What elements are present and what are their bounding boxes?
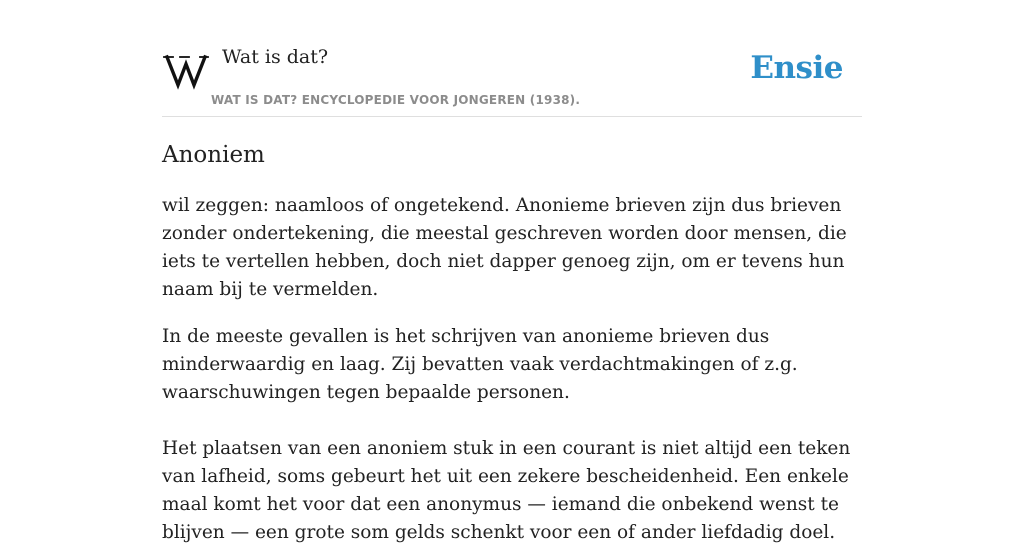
- wikipedia-w-logo-icon: [164, 50, 208, 90]
- article-paragraph: In de meeste gevallen is het schrijven van anonieme brieven dus minderwaardig en laag. Zij bevatten vaak verdachtmakingen of z.g. waarschuwingen tegen bepaalde personen.: [162, 326, 798, 403]
- article-paragraph: Het plaatsen van een anoniem stuk in een courant is niet altijd een teken van lafheid, soms gebeurt het uit een zekere bescheidenheid. Een enkele maal komt het voor dat een anonymus — iemand die onbekend wenst te blijven — een grote som gelds schenkt voor een of ander liefdadig doel.: [162, 438, 851, 543]
- article-title: Anoniem: [162, 142, 265, 168]
- source-subtitle: WAT IS DAT? ENCYCLOPEDIE VOOR JONGEREN (1938).: [211, 93, 581, 107]
- ensie-brand-link[interactable]: Ensie: [750, 50, 843, 86]
- source-title[interactable]: Wat is dat?: [222, 46, 329, 68]
- source-header: [162, 30, 862, 117]
- article: [162, 139, 862, 547]
- article-paragraph: wil zeggen: naamloos of ongetekend. Anonieme brieven zijn dus brieven zonder ondertekening, die meestal geschreven worden door mensen, die iets te vertellen hebben, doch niet dapper genoeg zijn, om er tevens hun naam bij te vermelden.: [162, 195, 847, 300]
